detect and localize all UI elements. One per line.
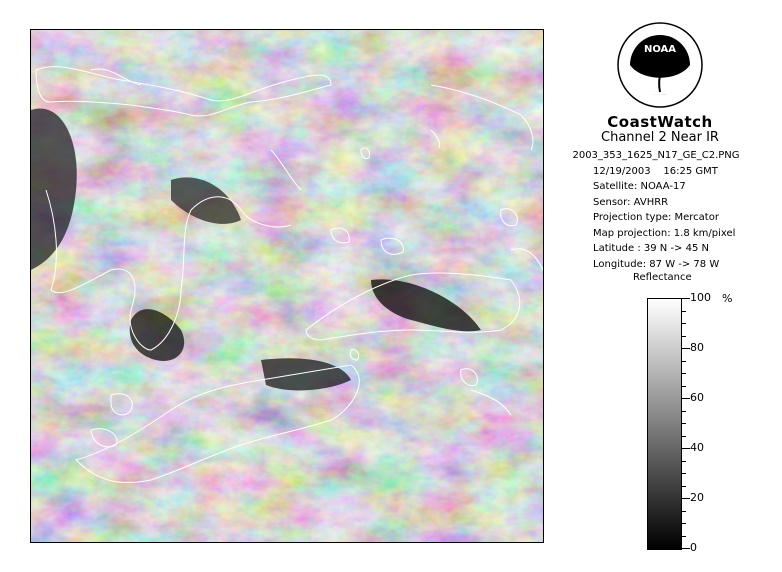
colorbar	[647, 298, 682, 550]
minor-tick	[681, 536, 686, 537]
latitude: Latitude : 39 N -> 45 N	[593, 243, 709, 254]
legend-unit: %	[722, 292, 733, 305]
time: 16:25 GMT	[663, 165, 718, 177]
satellite: Satellite: NOAA-17	[593, 181, 686, 192]
minor-tick	[681, 411, 686, 412]
longitude: Longitude: 87 W -> 78 W	[593, 258, 720, 270]
channel-subtitle: Channel 2 Near IR	[601, 130, 719, 145]
date-time	[565, 164, 775, 180]
minor-tick	[681, 486, 686, 487]
logo-text: NOAA	[643, 44, 677, 55]
major-tick	[681, 348, 690, 349]
minor-tick	[681, 386, 686, 387]
minor-tick	[681, 511, 686, 512]
satellite-image	[30, 29, 544, 543]
major-tick	[681, 298, 690, 299]
colorbar-ticks	[681, 298, 691, 550]
filename: 2003_353_1625_N17_GE_C2.PNG	[572, 150, 740, 161]
minor-tick	[681, 423, 686, 424]
minor-tick	[681, 436, 686, 437]
minor-tick	[681, 311, 686, 312]
minor-tick	[681, 523, 686, 524]
tick-label: 100	[690, 291, 711, 304]
minor-tick	[681, 361, 686, 362]
map-projection: Map projection: 1.8 km/pixel	[593, 227, 736, 239]
tick-label: 40	[690, 441, 704, 454]
tick-label: 20	[690, 491, 704, 504]
legend-label: Reflectance	[633, 272, 692, 283]
date: 12/19/2003	[593, 165, 651, 177]
cloud-detail-texture	[31, 30, 543, 542]
tick-label: 0	[690, 541, 697, 554]
satellite-image-svg	[31, 30, 543, 542]
metadata-block	[565, 148, 775, 272]
tick-label: 80	[690, 341, 704, 354]
major-tick	[681, 548, 690, 549]
minor-tick	[681, 461, 686, 462]
major-tick	[681, 398, 690, 399]
noaa-logo-icon	[617, 22, 703, 108]
sensor: Sensor: AVHRR	[593, 196, 669, 208]
page-title: CoastWatch	[607, 113, 713, 131]
major-tick	[681, 448, 690, 449]
tick-label: 60	[690, 391, 704, 404]
major-tick	[681, 498, 690, 499]
minor-tick	[681, 323, 686, 324]
projection-type: Projection type: Mercator	[593, 212, 719, 223]
minor-tick	[681, 473, 686, 474]
minor-tick	[681, 336, 686, 337]
minor-tick	[681, 373, 686, 374]
